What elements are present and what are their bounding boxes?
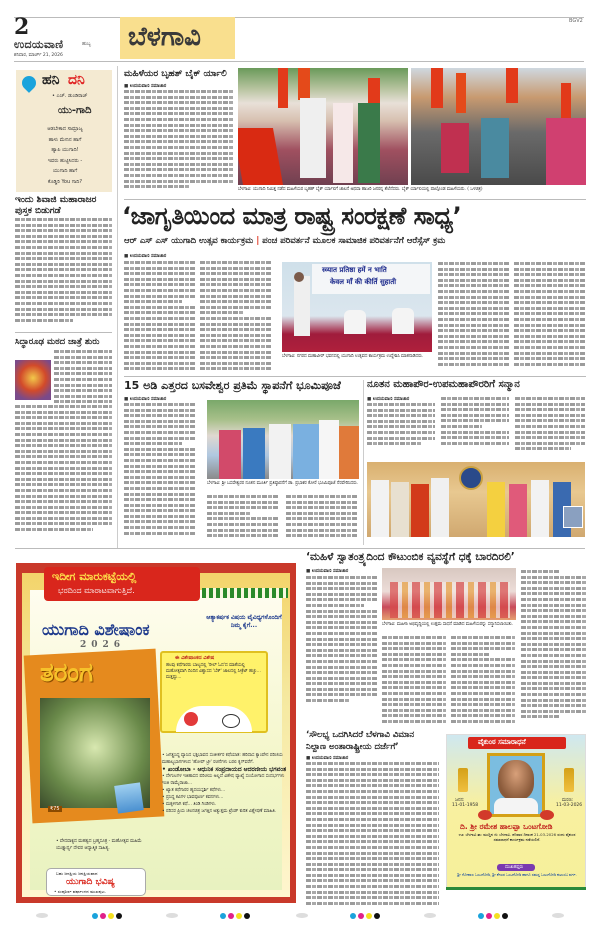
rally-body bbox=[124, 90, 234, 194]
registration-dot-cyan bbox=[220, 913, 226, 919]
registration-dot-magenta bbox=[100, 913, 106, 919]
siddharudha-headline: ಸಿದ್ಧಾರೂಢ ಮಠದ ಜಾತ್ರೆ ಶುರು bbox=[15, 337, 100, 347]
honey-title-part1: ಹನಿ bbox=[42, 72, 60, 88]
advert-special-title: ಈ ವಿಶೇಷಾಂಕದ ವಿಶೇಷ bbox=[175, 655, 215, 661]
mayor-caption bbox=[367, 538, 585, 544]
registration-mark bbox=[36, 913, 48, 918]
registration-dot-magenta bbox=[358, 913, 364, 919]
advert-year: 2026 bbox=[80, 640, 126, 650]
rally-photo-2 bbox=[411, 68, 586, 185]
registration-dot-black bbox=[116, 913, 122, 919]
paper-edition-sub: ಹುಬ್ಬ bbox=[82, 41, 92, 47]
registration-dot-black bbox=[502, 913, 508, 919]
airport-byline: ■ ಉದಯವಾಣಿ ಸಮಾಚಾರ bbox=[306, 756, 349, 761]
lead-body-col1 bbox=[124, 261, 196, 375]
registration-dot-cyan bbox=[350, 913, 356, 919]
flower-decoration bbox=[540, 810, 554, 820]
registration-dot-magenta bbox=[486, 913, 492, 919]
edition-code: BGV2 bbox=[569, 18, 583, 24]
registration-dot-yellow bbox=[494, 913, 500, 919]
death-date: 11-03-2026 bbox=[556, 803, 583, 808]
rally-headline: ಮಹಿಳೆಯರ ಬೃಹತ್ ಬೈಕ್ ರ್ಯಾಲಿ bbox=[124, 69, 227, 79]
bhavishya-top: ಬಹು ಜನಪ್ರಿಯ ಜನಪ್ರಿಯವಾದ bbox=[56, 871, 98, 876]
lead-subhead: ಆರ್ ಎಸ್ ಎಸ್ ಯುಗಾದಿ ಉತ್ಸವ ಕಾರ್ಯಕ್ರಮ | ಪಂಚ ಪರಿವರ್ತನೆ ಮೂಲಕ ಸಾಮಾಜಿಕ ಪರಿವರ್ತನೆಗೆ ಆರೆಸ್ಸೆಸ್ ಕ್ರಮ bbox=[124, 236, 446, 246]
basaveshwara-photo bbox=[207, 400, 359, 479]
basaveshwara-caption: ಬೆಳಗಾವಿ: ಶ್ರೀ ಬಸವೇಶ್ವರರ ನೂತನ ಮೂರ್ತಿ ಪ್ರತಿಷ್ಠಾಪನೆಗೆ ಡಾ. ಪ್ರಭಾಕರ ಕೋರೆ ಭೂಮಿಪೂಜೆ ನೆರವೇರಿಸಿದರು. bbox=[207, 481, 359, 486]
paper-date: ಶನಿವಾರ, ಮಾರ್ಚ್ 21, 2026 bbox=[14, 53, 63, 58]
honey-title-part2: ದನಿ bbox=[68, 72, 85, 88]
obituary-pill-text: ದುಃಖತಪ್ತರು bbox=[505, 865, 524, 870]
mayor-body-col1 bbox=[367, 403, 435, 453]
birth-date: 11-01-1958 bbox=[452, 803, 479, 808]
registration-dot-black bbox=[244, 913, 250, 919]
women-byline: ■ ಉದಯವಾಣಿ ಸಮಾಚಾರ bbox=[306, 569, 349, 574]
registration-mark bbox=[166, 913, 178, 918]
advert-left-bullet: • ವೇದವಾಕ್ಯದ ಮಹತ್ವದ ಬ್ರಹ್ಮಸೂತ್ರ - ಮಹೋತ್ಸವ ಮಹಿಮೆ ಯುಕ್ತ್ಯಾರ್ಥ್ಯ ದೇವರ ಆಧ್ಯಾತ್ಮಿಕ ಸಾಹಿತ್ಯ. bbox=[56, 839, 142, 851]
column-rule bbox=[117, 66, 118, 548]
lead-byline: ■ ಉದಯವಾಣಿ ಸಮಾಚಾರ bbox=[124, 254, 167, 259]
registration-mark bbox=[424, 913, 436, 918]
obituary-banner-text: ವೈಕುಂಠ ಸಮಾರಾಧನೆ bbox=[478, 738, 526, 746]
advert-banner-line2: ಭರದಿಂದ ಮಾರಾಟವಾಗುತ್ತಿದೆ. bbox=[58, 586, 135, 595]
shivaji-body bbox=[15, 218, 112, 330]
airport-headline-1: ‘ಸೌಲಭ್ಯ ಒದಗಿಸಿದರೆ ಬೆಳಗಾವಿ ವಿಮಾನ bbox=[306, 730, 415, 740]
lead-caption: ಬೆಳಗಾವಿ: ನಗರದ ಮಹಾವೀರ್ ಭವನದಲ್ಲಿ ಯುಗಾದಿ ಉತ್ಸವದ ಕಾರ್ಯಕ್ರಮ ಉದ್ದೇಶಿಸಿ ಮಾತನಾಡಿದರು. bbox=[282, 354, 424, 359]
magazine-title: ತರಂಗ bbox=[40, 658, 94, 688]
death-label: ಮರಣ: bbox=[562, 798, 574, 803]
divider bbox=[124, 199, 586, 200]
rally-photo-1 bbox=[238, 68, 408, 185]
section-title: ಬೆಳಗಾವಿ bbox=[128, 22, 201, 52]
lead-photo: स्व्यात प्रतिष्ठा हमें न भाति केवल माँ की कीर्ति सुहाती bbox=[282, 262, 432, 352]
mango-leaves-decoration bbox=[202, 588, 288, 598]
advert-title: ಯುಗಾದಿ ವಿಶೇಷಾಂಕ bbox=[42, 620, 150, 639]
basaveshwara-headline: 15 ಅಡಿ ಎತ್ತರದ ಬಸವೇಶ್ವರ ಪ್ರತಿಮೆ ಸ್ಥಾಪನೆಗೆ ಭೂಮಿಪೂಜೆ bbox=[124, 379, 341, 392]
divider bbox=[124, 376, 586, 377]
airport-body bbox=[306, 762, 439, 910]
women-headline: ‘ಮಹಿಳೆ ಸ್ವಾತಂತ್ರ್ಯದಿಂದ ಕೌಟುಂಬಿಕ ವ್ಯವಸ್ಥೆಗೆ ಧಕ್ಕೆ ಬಾರದಿರಲಿ’ bbox=[306, 551, 515, 563]
obituary-details: ಊ: ಬೆಳಗಾವಿ ತಾ: ಮುದ್ದಿನ ಜಿ: ಬೆಳಗಾವಿ. ಶನಿವಾರ ದಿನಾಂಕ 21-03-2026 ರಂದು ವೈಕುಂಠ ಸಮಾರಾಧನೆ ಕಾರ್ಯಕ್ರಮ ನಡೆಯಲಿದೆ. bbox=[458, 832, 576, 843]
lamp-icon bbox=[564, 768, 574, 792]
registration-dot-magenta bbox=[228, 913, 234, 919]
mayor-body-col2 bbox=[441, 397, 509, 451]
masthead-top-rule bbox=[14, 17, 584, 18]
honey-poem: ಆಡಬೇಕಾದ ಸಾಮ್ರಾಜ್ಯ ಹಾಳು ಮೇನಿನ ಹಾಗೆ ಹ್ಯಾಪಿ ಯುಗಾದಿ! ಇವರು ಹುಟ್ಟಿಸಿದರು - ಯುಗಾದಿ ಹಾಗೆ ಕೊಡ್ಡಿರಿ You ಗಾದಿ? bbox=[47, 126, 83, 185]
shivaji-headline-1: ಇಂದು ಶಿವಾಜಿ ಮಹಾರಾಜರ bbox=[15, 195, 97, 205]
page-number: 2 bbox=[14, 14, 30, 40]
women-body-col3 bbox=[451, 636, 515, 728]
registration-dot-cyan bbox=[478, 913, 484, 919]
basaveshwara-byline: ■ ಉದಯವಾಣಿ ಸಮಾಚಾರ bbox=[124, 397, 167, 402]
siddharudha-photo bbox=[15, 360, 51, 400]
paper-name: ಉದಯವಾಣಿ bbox=[14, 38, 64, 51]
birth-label: ಜನನ: bbox=[455, 798, 465, 803]
registration-mark bbox=[552, 913, 564, 918]
registration-dot-black bbox=[374, 913, 380, 919]
rally-caption: ಬೆಳಗಾವಿ: ಯುಗಾದಿ ನಿಮಿತ್ತ ನಡೆದ ಮಹಿಳೆಯರ ಬೃಹತ್ ಬೈಕ್ ರ್ಯಾಲಿಗೆ ಚಾಲನೆ ಅಥವಾ ಹಾಜರಿ ಜನರನ್ನ ಶೆಲೆನೆದರು. ಬೈಕ್ ರ್ಯಾಲಿಯಲ್ಲಿ ಪಾಲ್ಗೊಂಡ ಮಹಿಳೆಯರು. ( ಒಳಚಿತ್ರ) bbox=[238, 187, 483, 192]
bhavishya-title: ಯುಗಾದಿ ಭವಿಷ್ಯ bbox=[66, 877, 115, 887]
honey-author: • ಎಚ್. ಡುಂಡಿರಾಜ್ bbox=[52, 93, 88, 99]
lead-headline: ‘ಜಾಗೃತಿಯಿಂದ ಮಾತ್ರ ರಾಷ್ಟ್ರ ಸಂರಕ್ಷಣೆ ಸಾಧ್ಯ’ bbox=[122, 202, 462, 230]
mini-magazine bbox=[114, 782, 144, 813]
mayor-photo bbox=[367, 462, 585, 537]
flower-decoration bbox=[478, 810, 492, 820]
obituary-photo bbox=[498, 760, 534, 800]
basaveshwara-body-col2 bbox=[207, 495, 279, 543]
obituary-photo-shirt bbox=[494, 798, 538, 814]
lead-body-col3 bbox=[438, 262, 510, 372]
registration-dot-yellow bbox=[236, 913, 242, 919]
advert-tagline: ಆತ್ಯಾಕರ್ಷಕ ವಿಷಯ ವೈವಿಧ್ಯಗಳೊಂದಿಗೆ ನಿಮ್ಮ ಕೈಗೆ... bbox=[206, 614, 282, 629]
mayor-body-col3 bbox=[515, 397, 585, 455]
siddharudha-body-2 bbox=[15, 405, 112, 545]
mayor-headline: ನೂತನ ಮಹಾಪೌರ-ಉಪಮಹಾಪೌರರಿಗೆ ಸನ್ಮಾನ bbox=[367, 379, 520, 390]
registration-mark bbox=[296, 913, 308, 918]
women-body-col4 bbox=[521, 570, 586, 728]
cartoon-illustration bbox=[176, 706, 252, 732]
advert-banner-line1: ಇದೀಗ ಮಾರುಕಟ್ಟೆಯಲ್ಲಿ bbox=[52, 570, 137, 583]
honey-topic: ಯು-ಗಾದಿ bbox=[58, 105, 92, 116]
women-photo bbox=[382, 568, 516, 620]
siddharudha-body-1 bbox=[54, 350, 112, 405]
mayor-byline: ■ ಉದಯವಾಣಿ ಸಮಾಚಾರ bbox=[367, 397, 410, 402]
registration-dot-cyan bbox=[92, 913, 98, 919]
obituary-bottom-bar bbox=[446, 887, 586, 890]
lead-body-col2 bbox=[200, 261, 272, 375]
women-caption: ಬೆಳಗಾವಿ: ಮಹಿಳಾ ಅಭಿವೃದ್ಧಿಯಲ್ಲಿ ಉತ್ತಮ ಸಾಧನೆ ಮಾಡಿದ ಮಹಿಳೆಯರನ್ನು ಸನ್ಮಾನಿಸಲಾಯಿತು. bbox=[382, 622, 514, 627]
lamp-icon bbox=[458, 768, 468, 792]
registration-dot-yellow bbox=[366, 913, 372, 919]
obituary-family: ಶ್ರೀ ಗೋಪಾಲ ಒಂಟಗೋಡಿ, ಶ್ರೀ ಶೇಖರ ಒಂಟಗೋಡಿ ಹಾಗೂ ಸಮಸ್ತ ಒಂಟಗೋಡಿ ಕುಟುಂಬ ವರ್ಗ. bbox=[457, 872, 577, 877]
basaveshwara-body-col3 bbox=[286, 495, 358, 543]
basaveshwara-body-col1 bbox=[124, 403, 196, 543]
masthead-bottom-rule bbox=[14, 61, 584, 62]
magazine-price: ₹75 bbox=[50, 806, 60, 812]
women-body-col2 bbox=[382, 636, 446, 728]
rally-byline: ■ ಉದಯವಾಣಿ ಸಮಾಚಾರ bbox=[124, 84, 167, 89]
divider bbox=[15, 332, 112, 333]
registration-dot-yellow bbox=[108, 913, 114, 919]
shivaji-headline-2: ಪುಸ್ತಕ ಬಿಡುಗಡೆ bbox=[15, 206, 61, 216]
advert-special-text: ಹಲವು ಕಥೆಗಾರರು ಬಾಲ್ಯದಲ್ಲಿ 'ರೀಲ್ ಓದ'ದ ಮಾತೆಯಲ್ಲಿ ಮಹೋತ್ಸವಾಗಿ ದಿಂದಿನ ವಿಶ್ವಾಸದ 'ಬೆಕ್' ಜಾಲದಲ್ಲಿ ಸೀಕ್ರೆಟ್ ಹಚ್ಚು... ಮತ್ತಷ್ಟು... bbox=[166, 663, 261, 681]
lead-body-col4 bbox=[514, 262, 586, 372]
advert-bullets: • ಜಗತ್ಪ್ರಸಿದ್ಧ ವ್ಯಾಸಿದ ಭಕ್ತಿಭಾವದ ಸಂತೀರ್ತರ ಕಥೆಯಾತ: ಹರಿದಾಸ ಕ್ಯಾಂಪೇನ ಪರಿಚಯ ಮಹಾಲ್ಯಭಾಗಗಳಿಂದ 'ಹೋಪ್ ಟ್ರೀ' ರಚನೆಗಳು ಬರಲಿ ಕೃಗ್‌ವರೆಗೆ. • ಖಂಡೋಬಾ - ಆಧುನಿಕ ಸಂಪ್ರದಾಯದ ಆದರಣೀಯ ಭಗವಂತ • ದೇಗುಲಗಳ ಇತಿಹಾಸದ ಪರಿಚಯ ಅಲ್ಲದೆ ವಿಶೇಷ ವ್ಯಾಖ್ಯೆ ಸಂಯೋಗಾದ ಸಂದರ್ಭಗಳು ಇಂತಿ ರಾಮೈರಾಜಾ... • ಖ್ಯಾತ ಕಥೆಗಾರರ ಹೃದಯಸ್ಪರ್ಶಿ ಕಥೆಗಳು... • ಪ್ರಸಿದ್ಧ ಕವಿಗಳ ಭಾವಪೂರ್ಣ ಕವನಗಳು... • ಮಕ್ಕಳಿಗಾಗಿ ಕಥೆ... ತಿಂಡಿ ಗಿಂಡಿಗಳು. • ಪರಿಸರ ಪ್ರಿಯ ಚಲನಚಿತ್ರ ಜಗತ್ತಿನ ಅತ್ಯುತ್ತಮ ಟ್ರೆಂಡ್ ಕುರಿತ ವಿಶ್ಲೇಷಣೆ ಮಾಹಿತಿ. bbox=[162, 753, 287, 814]
women-body-col1 bbox=[306, 576, 378, 708]
airport-headline-2: ನಿಲ್ದಾಣ ಅಂತಾರಾಷ್ಟ್ರೀಯ ದರ್ಜೆಗೆ’ bbox=[306, 742, 399, 752]
bhavishya-bottom: • ಸಂಪೂರ್ಣ ವರ್ಷಾಂಗದ ಮುಖಪುಟ. bbox=[54, 889, 107, 894]
divider bbox=[15, 548, 585, 549]
column-rule bbox=[363, 380, 364, 545]
obituary-name: ದಿ. ಶ್ರೀ ರಮೇಶ ಹಾಲಪ್ಪಾ ಒಂಟಗೋಡಿ bbox=[460, 822, 553, 831]
